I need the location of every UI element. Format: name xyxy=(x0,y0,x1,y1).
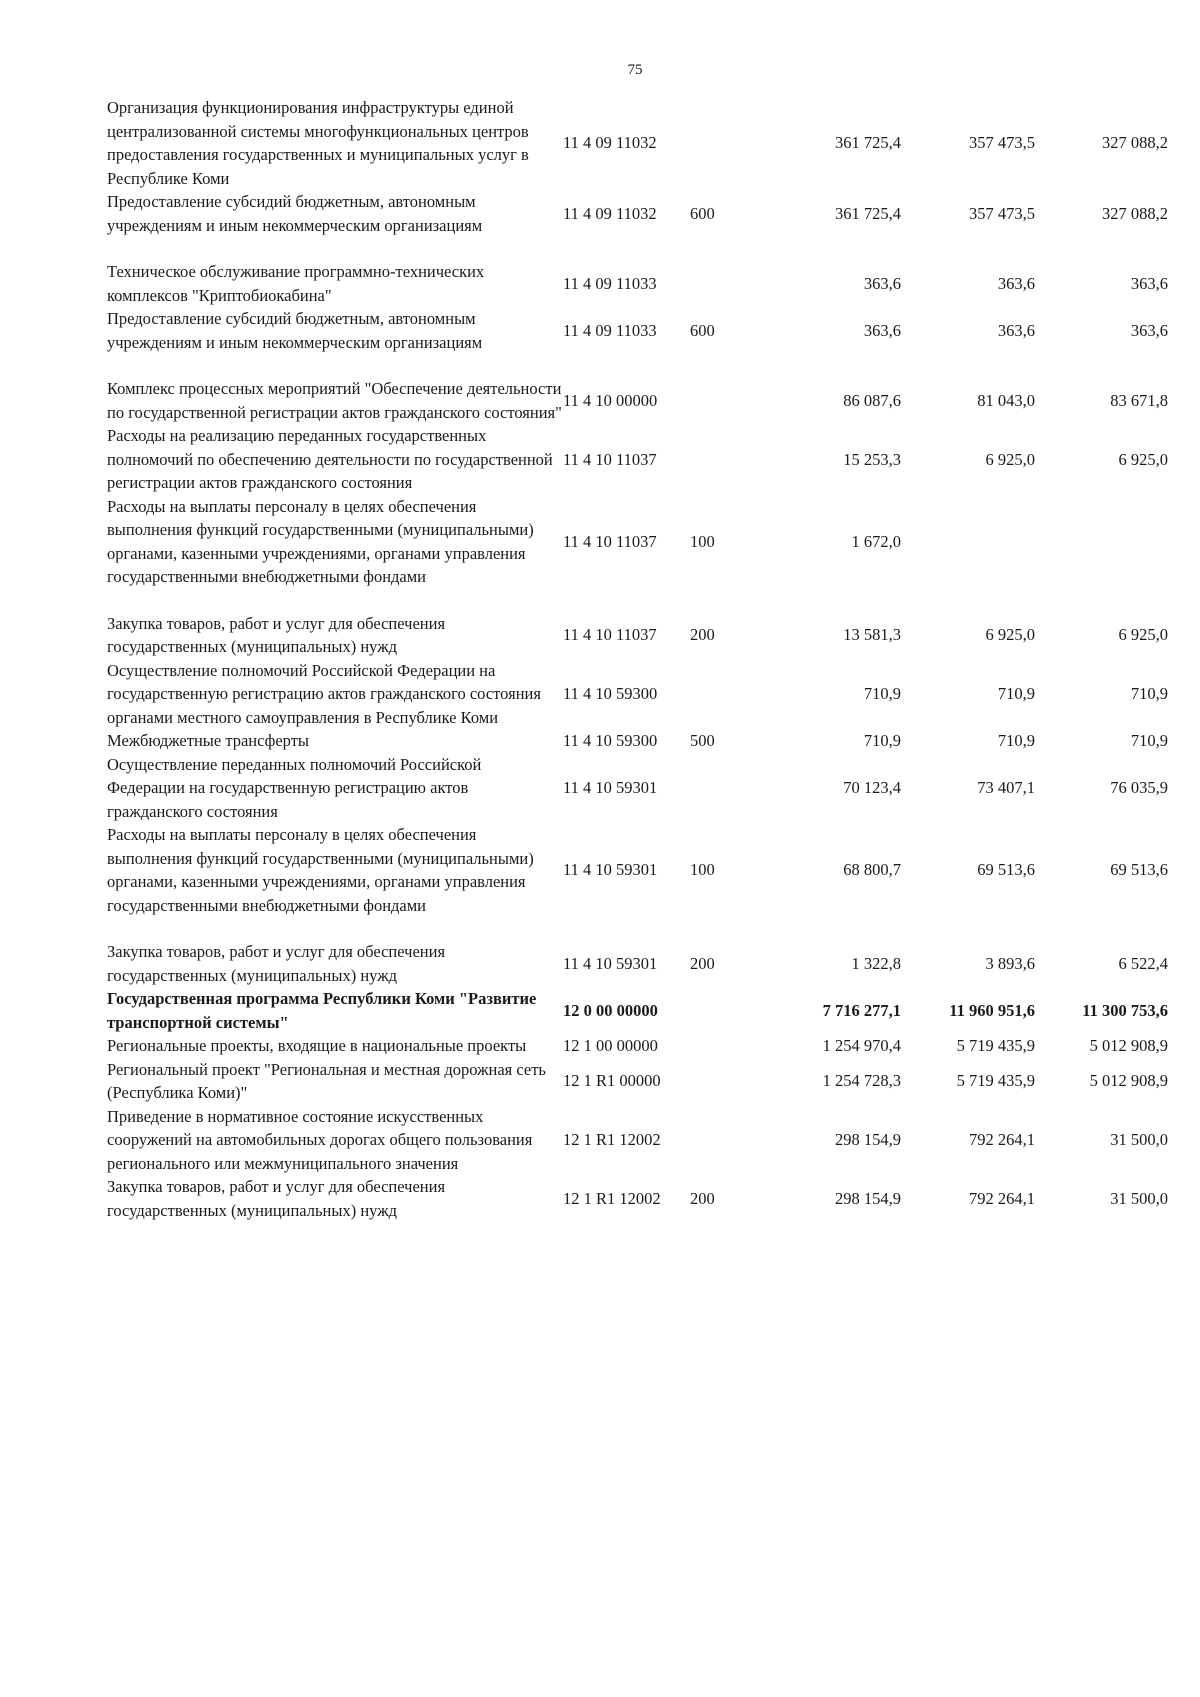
table-row xyxy=(107,823,1168,940)
table-row xyxy=(107,424,1168,495)
row-kind xyxy=(690,659,738,730)
row-code: 12 1 R1 12002 xyxy=(563,1130,661,1149)
row-code: 11 4 09 11032 xyxy=(563,203,657,223)
table-row xyxy=(107,307,1168,377)
row-value-3: 5 012 908,9 xyxy=(1089,1036,1168,1055)
row-value-1: 15 253,3 xyxy=(843,449,901,469)
row-value-3: 710,9 xyxy=(1130,684,1168,703)
row-value-1: 13 581,3 xyxy=(843,625,901,645)
table-row xyxy=(107,96,1168,190)
row-code: 12 1 R1 00000 xyxy=(563,1071,661,1091)
row-code: 12 1 00 00000 xyxy=(563,1036,658,1055)
row-kind xyxy=(690,987,738,1034)
row-value-3: 31 500,0 xyxy=(1110,1188,1168,1208)
row-code: 11 4 09 11033 xyxy=(563,320,657,340)
row-kind xyxy=(690,753,738,824)
row-code: 11 4 10 59300 xyxy=(563,684,658,703)
row-value-1: 1 672,0 xyxy=(851,531,901,551)
row-kind: 200 xyxy=(690,953,715,973)
row-value-2: 357 473,5 xyxy=(969,133,1035,153)
table-row xyxy=(107,612,1168,659)
table-row-program xyxy=(107,987,1168,1034)
row-kind: 200 xyxy=(690,1188,715,1208)
row-code: 11 4 10 59300 xyxy=(563,731,658,750)
row-value-1: 70 123,4 xyxy=(843,778,901,797)
row-name: Расходы на выплаты персоналу в целях обеспечения выполнения функций государственными (муниципальными) органами, казенными учреждениями, органами управления государственными внебюджетными фондами xyxy=(107,496,534,586)
row-kind xyxy=(690,96,738,190)
row-name: Региональные проекты, входящие в национальные проекты xyxy=(107,1036,527,1055)
row-value-2: 6 925,0 xyxy=(985,449,1035,469)
table-row xyxy=(107,729,1168,753)
table-row xyxy=(107,659,1168,730)
row-value-3: 327 088,2 xyxy=(1102,133,1168,153)
row-value-2: 363,6 xyxy=(997,320,1035,340)
row-name: Организация функционирования инфраструктуры единой централизованной системы многофункциональных центров предоставления государственных и муниципальных услуг в Республике Коми xyxy=(107,98,529,188)
row-code: 11 4 10 59301 xyxy=(563,860,658,880)
row-value-3: 69 513,6 xyxy=(1110,860,1168,880)
row-kind xyxy=(690,1105,738,1176)
row-name: Осуществление полномочий Российской Федерации на государственную регистрацию актов гражданского состояния органами местного самоуправления в Республике Коми xyxy=(107,660,541,727)
table-row xyxy=(107,753,1168,824)
row-value-2: 6 925,0 xyxy=(985,625,1035,645)
row-value-3: 6 925,0 xyxy=(1118,625,1168,645)
row-name: Закупка товаров, работ и услуг для обеспечения государственных (муниципальных) нужд xyxy=(107,1177,446,1220)
row-name: Осуществление переданных полномочий Российской Федерации на государственную регистрацию актов гражданского состояния xyxy=(107,754,482,821)
row-kind: 100 xyxy=(690,531,715,551)
row-value-2: 710,9 xyxy=(997,684,1035,703)
row-code: 11 4 10 11037 xyxy=(563,625,657,645)
row-kind: 600 xyxy=(690,320,715,340)
row-name: Межбюджетные трансферты xyxy=(107,731,310,750)
row-value-1: 7 716 277,1 xyxy=(822,1000,901,1020)
row-value-1: 298 154,9 xyxy=(835,1130,901,1149)
row-value-2: 357 473,5 xyxy=(969,203,1035,223)
row-name: Закупка товаров, работ и услуг для обеспечения государственных (муниципальных) нужд xyxy=(107,613,446,656)
row-value-3: 710,9 xyxy=(1130,731,1168,750)
row-value-3: 6 925,0 xyxy=(1118,449,1168,469)
row-value-2 xyxy=(901,495,1035,612)
row-code: 11 4 09 11032 xyxy=(563,133,657,153)
row-value-3: 363,6 xyxy=(1130,320,1168,340)
row-name: Приведение в нормативное состояние искусственных сооружений на автомобильных дорогах общего пользования регионального или межмуниципального значения xyxy=(107,1106,533,1173)
table-row xyxy=(107,940,1168,987)
budget-table xyxy=(107,96,1168,1222)
row-name: Техническое обслуживание программно-технических комплексов "Криптобиокабина" xyxy=(107,262,485,305)
row-kind: 600 xyxy=(690,203,715,223)
row-name: Региональный проект "Региональная и местная дорожная сеть (Республика Коми)" xyxy=(107,1059,546,1102)
row-value-2: 792 264,1 xyxy=(969,1188,1035,1208)
row-code: 12 1 R1 12002 xyxy=(563,1188,661,1208)
row-value-1: 710,9 xyxy=(863,684,901,703)
row-value-3: 31 500,0 xyxy=(1110,1130,1168,1149)
row-value-1: 361 725,4 xyxy=(835,133,901,153)
row-value-1: 363,6 xyxy=(863,320,901,340)
row-value-1: 1 322,8 xyxy=(851,953,901,973)
row-value-3: 11 300 753,6 xyxy=(1082,1000,1168,1020)
row-name: Закупка товаров, работ и услуг для обеспечения государственных (муниципальных) нужд xyxy=(107,942,446,985)
row-name: Предоставление субсидий бюджетным, автономным учреждениям и иным некоммерческим организациям xyxy=(107,309,483,352)
row-value-1: 363,6 xyxy=(863,273,901,293)
row-value-3: 363,6 xyxy=(1130,273,1168,293)
row-name: Расходы на реализацию переданных государственных полномочий по обеспечению деятельности по государственной регистрации актов гражданского состояния xyxy=(107,426,553,492)
row-code: 11 4 10 00000 xyxy=(563,390,658,410)
row-name: Комплекс процессных мероприятий "Обеспечение деятельности по государственной регистрации актов гражданского состояния" xyxy=(107,379,562,422)
row-value-2: 69 513,6 xyxy=(977,860,1035,880)
row-value-2: 792 264,1 xyxy=(969,1130,1035,1149)
row-kind xyxy=(690,424,738,495)
table-row xyxy=(107,1105,1168,1176)
table-row xyxy=(107,260,1168,307)
row-value-3: 5 012 908,9 xyxy=(1089,1071,1168,1091)
row-value-3: 6 522,4 xyxy=(1118,953,1168,973)
row-kind xyxy=(690,377,738,424)
row-kind: 500 xyxy=(690,731,715,750)
row-name: Расходы на выплаты персоналу в целях обеспечения выполнения функций государственными (муниципальными) органами, казенными учреждениями, органами управления государственными внебюджетными фондами xyxy=(107,825,534,915)
row-name: Предоставление субсидий бюджетным, автономным учреждениям и иным некоммерческим организациям xyxy=(107,192,483,235)
row-value-2: 73 407,1 xyxy=(977,778,1035,797)
table-row xyxy=(107,495,1168,612)
row-value-2: 3 893,6 xyxy=(985,953,1035,973)
row-value-3 xyxy=(1035,495,1168,612)
row-code: 12 0 00 00000 xyxy=(563,1000,658,1020)
row-kind xyxy=(690,260,738,307)
row-value-2: 5 719 435,9 xyxy=(956,1071,1035,1091)
row-value-2: 81 043,0 xyxy=(977,390,1035,410)
row-value-1: 68 800,7 xyxy=(843,860,901,880)
row-code: 11 4 10 11037 xyxy=(563,449,657,469)
row-value-1: 1 254 728,3 xyxy=(822,1071,901,1091)
row-value-3: 327 088,2 xyxy=(1102,203,1168,223)
row-kind xyxy=(690,1058,738,1105)
row-kind: 100 xyxy=(690,860,715,880)
row-value-1: 361 725,4 xyxy=(835,203,901,223)
row-kind xyxy=(690,1034,738,1058)
table-row xyxy=(107,1034,1168,1058)
row-value-3: 76 035,9 xyxy=(1110,778,1168,797)
row-code: 11 4 09 11033 xyxy=(563,273,657,293)
row-kind: 200 xyxy=(690,625,715,645)
row-name: Государственная программа Республики Коми "Развитие транспортной системы" xyxy=(107,989,537,1032)
row-value-1: 86 087,6 xyxy=(843,390,901,410)
row-code: 11 4 10 59301 xyxy=(563,778,658,797)
row-value-2: 363,6 xyxy=(997,273,1035,293)
row-value-1: 710,9 xyxy=(863,731,901,750)
row-code: 11 4 10 11037 xyxy=(563,531,657,551)
table-row xyxy=(107,377,1168,424)
table-row xyxy=(107,1058,1168,1105)
row-value-1: 298 154,9 xyxy=(835,1188,901,1208)
table-row xyxy=(107,190,1168,260)
table-row xyxy=(107,1175,1168,1222)
row-value-2: 5 719 435,9 xyxy=(956,1036,1035,1055)
row-code: 11 4 10 59301 xyxy=(563,953,658,973)
row-value-3: 83 671,8 xyxy=(1110,390,1168,410)
row-value-2: 710,9 xyxy=(997,731,1035,750)
row-value-2: 11 960 951,6 xyxy=(949,1000,1035,1020)
row-value-1: 1 254 970,4 xyxy=(822,1036,901,1055)
page-number: 75 xyxy=(627,62,643,78)
